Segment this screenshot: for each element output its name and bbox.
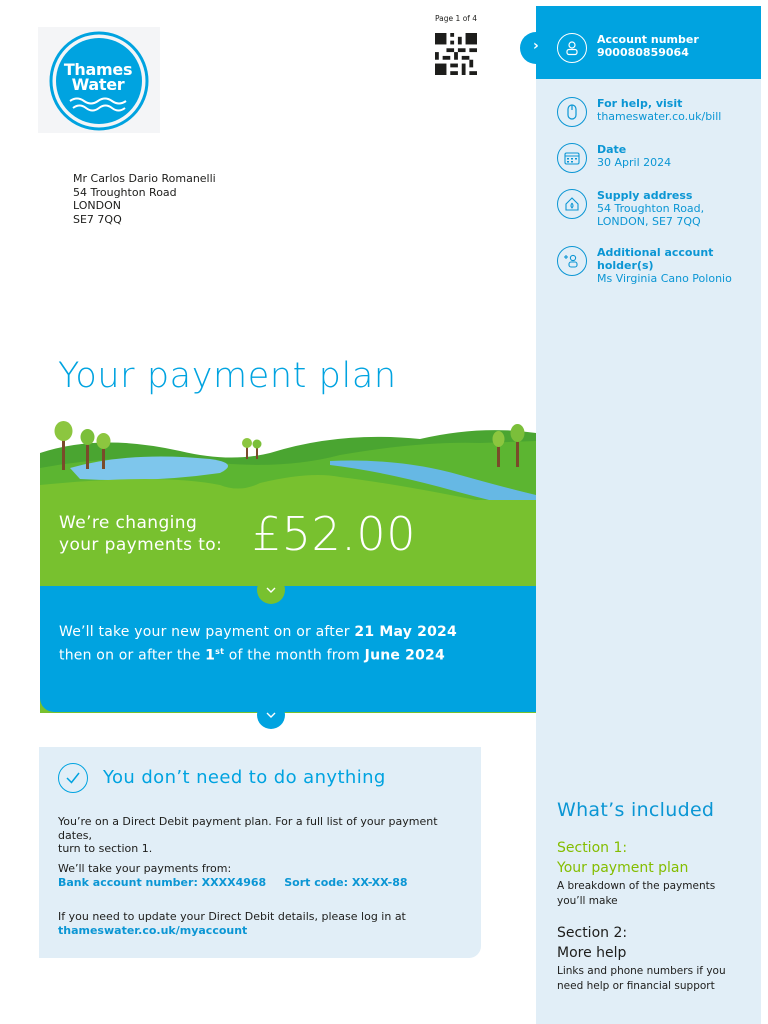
- sidebar-tab-arrow: [520, 32, 554, 64]
- chevron-down-icon: [257, 576, 285, 604]
- additional-holder-label-1: Additional account: [597, 246, 714, 259]
- qr-code: [434, 33, 478, 79]
- payment-account-info: We’ll take your payments from: Bank account number: XXXX4968 Sort code: XX-XX-88: [58, 862, 408, 889]
- additional-holder-label-2: holder(s): [597, 259, 654, 272]
- section-1-summary: [557, 838, 752, 909]
- whats-included-title: What’s included: [557, 799, 715, 821]
- mouse-icon: [557, 97, 587, 127]
- page-number: Page 1 of 4: [435, 14, 478, 23]
- changing-text: We’re changing your payments to:: [59, 513, 223, 555]
- sort-code: Sort code: XX-XX-88: [284, 875, 408, 889]
- address-postcode: SE7 7QQ: [73, 212, 122, 226]
- section-2-summary: [557, 923, 752, 994]
- address-street: 54 Troughton Road: [73, 185, 177, 199]
- section-2-label: Section 2:: [557, 925, 628, 941]
- recipient-name: Mr Carlos Dario Romanelli: [73, 172, 216, 185]
- calendar-icon: [557, 143, 587, 173]
- payment-date-line-2: then on or after the 1st of the month from June 2024: [59, 647, 445, 664]
- date-label: Date: [597, 143, 627, 156]
- section-1-desc-1: A breakdown of the payments: [557, 880, 716, 892]
- address-city: LONDON: [73, 199, 121, 212]
- update-details-info: If you need to update your Direct Debit details, please log in at thameswater.co.uk/myaccount: [58, 910, 468, 937]
- section-2-desc-2: need help or financial support: [557, 980, 715, 992]
- section-2-name: More help: [557, 945, 627, 961]
- person-icon: [557, 33, 587, 63]
- supply-address-line2: LONDON, SE7 7QQ: [597, 215, 701, 228]
- no-action-title: You don’t need to do anything: [103, 767, 386, 788]
- additional-holder-value: Ms Virginia Cano Polonio: [597, 272, 732, 285]
- bank-account-number: Bank account number: XXXX4968: [58, 875, 267, 889]
- supply-address-line1: 54 Troughton Road,: [597, 202, 705, 215]
- myaccount-link[interactable]: thameswater.co.uk/myaccount: [58, 923, 248, 937]
- checkmark-icon: [58, 763, 88, 793]
- chevron-down-icon: [257, 701, 285, 729]
- recipient-address: [73, 172, 216, 226]
- direct-debit-info: You’re on a Direct Debit payment plan. For a full list of your payment dates, turn to section 1.: [58, 815, 438, 855]
- help-label: For help, visit: [597, 97, 683, 110]
- add-person-icon: [557, 246, 587, 276]
- help-link[interactable]: thameswater.co.uk/bill: [597, 110, 722, 123]
- page-title: Your payment plan: [58, 356, 397, 396]
- house-icon: [557, 189, 587, 219]
- section-1-desc-2: you’ll make: [557, 895, 618, 907]
- payment-date-line-1: We’ll take your new payment on or after 21 May 2024: [59, 624, 457, 640]
- thames-water-logo: [38, 27, 160, 133]
- supply-address-label: Supply address: [597, 189, 693, 202]
- date-value: 30 April 2024: [597, 156, 672, 169]
- logo-text: Thames Water: [63, 60, 133, 94]
- section-1-label: Section 1:: [557, 840, 628, 856]
- section-1-name: Your payment plan: [557, 860, 689, 876]
- chevron-right-icon: ›: [533, 38, 539, 54]
- payment-amount: £52.00: [252, 507, 416, 561]
- section-2-desc-1: Links and phone numbers if you: [557, 965, 726, 977]
- account-number-label: Account number: [597, 33, 699, 46]
- account-number-value: 900080859064: [597, 46, 689, 59]
